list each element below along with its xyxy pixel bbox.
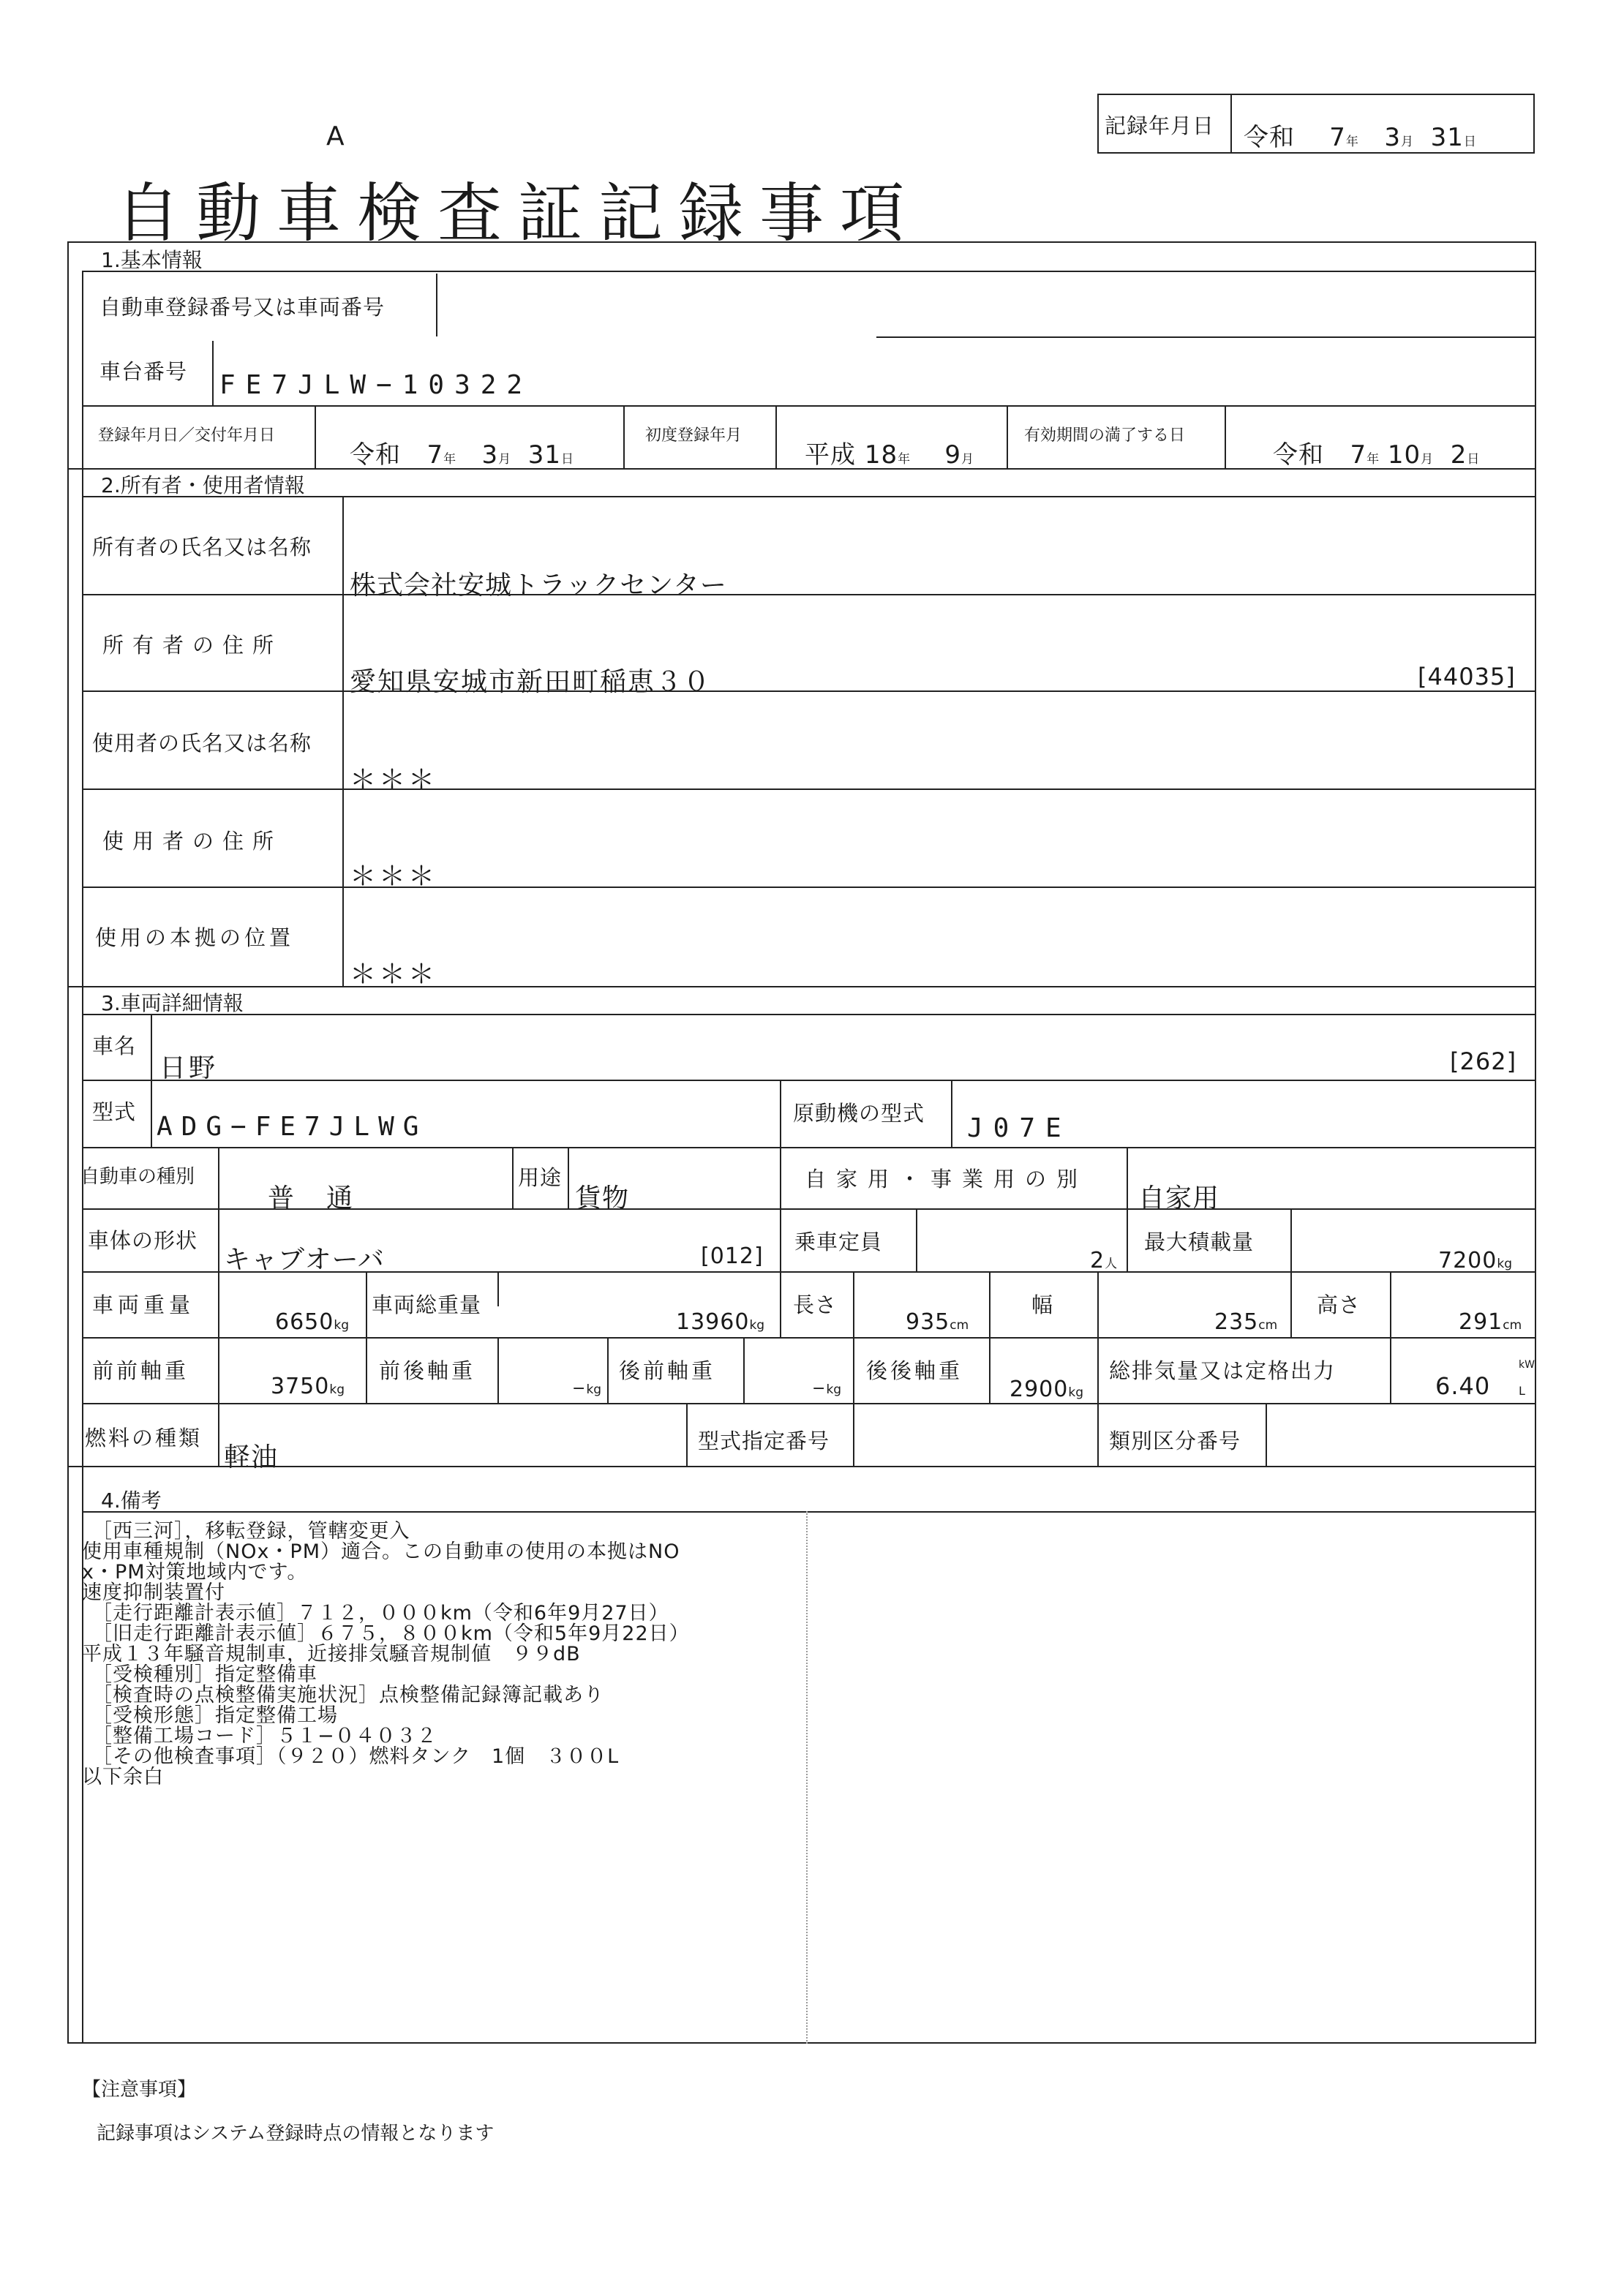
rr-axle-value: 2900kg bbox=[1010, 1377, 1083, 1402]
engine-value: J07E bbox=[967, 1113, 1072, 1143]
car-name-code: [262] bbox=[1450, 1047, 1517, 1075]
width-label: 幅 bbox=[1031, 1292, 1054, 1317]
engine-label: 原動機の型式 bbox=[793, 1101, 925, 1126]
first-reg-date: 平成 18年 9月 bbox=[805, 440, 974, 470]
car-name: 日野 bbox=[159, 1053, 219, 1083]
notes-heading: 【注意事項】 bbox=[82, 2079, 197, 2101]
model-label: 型式 bbox=[92, 1099, 137, 1124]
private-label: 自家用・事業用の別 bbox=[805, 1167, 1089, 1192]
remarks-line: 平成１３年騒音規制車，近接排気騒音規制値 ９９dB bbox=[82, 1643, 581, 1665]
remarks-line: ［整備工場コード］５１−０４０３２ bbox=[92, 1725, 437, 1747]
reg-date-label: 登録年月日／交付年月日 bbox=[98, 426, 276, 445]
displacement-value: 6.40 bbox=[1435, 1372, 1491, 1400]
user-name: ＊＊＊ bbox=[350, 765, 438, 795]
owner-addr: 愛知県安城市新田町稲恵３０ bbox=[350, 667, 712, 697]
body-value: キャブオーバ bbox=[224, 1245, 385, 1275]
ff-axle-label: 前前軸重 bbox=[92, 1358, 189, 1383]
owner-addr-code: [44035] bbox=[1418, 663, 1516, 690]
remarks-line: ［走行距離計表示値］７１２，０００km（令和6年9月27日） bbox=[92, 1602, 669, 1625]
remarks-list bbox=[82, 1521, 690, 1788]
owner-name-label: 所有者の氏名又は名称 bbox=[92, 535, 312, 560]
car-name-label: 車名 bbox=[92, 1034, 137, 1058]
body-code: [012] bbox=[701, 1243, 764, 1269]
length-value: 935cm bbox=[906, 1309, 969, 1335]
owner-addr-label: 所有者の住所 bbox=[102, 633, 283, 658]
section2-heading: 2.所有者・使用者情報 bbox=[101, 473, 305, 497]
remarks-line: ［その他検査事項］（９２０）燃料タンク 1個 ３００L bbox=[92, 1745, 620, 1768]
rf-axle-value: −kg bbox=[812, 1380, 842, 1398]
base-label: 使用の本拠の位置 bbox=[95, 925, 295, 950]
reg-no-label: 自動車登録番号又は車両番号 bbox=[99, 295, 386, 320]
private-value: 自家用 bbox=[1138, 1183, 1220, 1213]
record-date: 令和 7年 3月 31日 bbox=[1244, 123, 1476, 152]
remarks-line: x・PM対策地域内です。 bbox=[82, 1561, 308, 1584]
designation-label: 型式指定番号 bbox=[698, 1429, 830, 1453]
remarks-line: ［検査時の点検整備実施状況］点検整備記録簿記載あり bbox=[92, 1684, 604, 1706]
remarks-line: ［西三河］，移転登録，管轄変更入 bbox=[92, 1520, 410, 1543]
fr-axle-value: −kg bbox=[572, 1380, 602, 1398]
height-value: 291cm bbox=[1459, 1309, 1522, 1335]
gross-value: 13960kg bbox=[676, 1309, 765, 1335]
ff-axle-value: 3750kg bbox=[271, 1374, 345, 1399]
model-value: ADG−FE7JLWG bbox=[157, 1112, 428, 1142]
remarks-line: 速度抑制装置付 bbox=[82, 1581, 225, 1604]
section3-heading: 3.車両詳細情報 bbox=[101, 991, 244, 1015]
remarks-line: ［旧走行距離計表示値］６７５，８００km（令和5年9月22日） bbox=[92, 1622, 690, 1645]
remarks-line: ［受検形態］指定整備工場 bbox=[92, 1704, 338, 1727]
notes-text: 記録事項はシステム登録時点の情報となります bbox=[97, 2123, 495, 2145]
page-title: 自動車検査証記録事項 bbox=[116, 176, 921, 251]
rr-axle-label: 後後軸重 bbox=[866, 1358, 963, 1383]
section4-heading: 4.備考 bbox=[101, 1488, 162, 1513]
type-label: 自動車の種別 bbox=[80, 1166, 195, 1188]
owner-name: 株式会社安城トラックセンター bbox=[350, 571, 727, 601]
chassis-value: FE7JLW−10322 bbox=[219, 370, 533, 400]
page-mark: A bbox=[326, 121, 345, 151]
record-date-label: 記録年月日 bbox=[1105, 113, 1215, 138]
user-addr-label: 使用者の住所 bbox=[102, 829, 283, 854]
fuel-value: 軽油 bbox=[224, 1442, 279, 1472]
width-value: 235cm bbox=[1214, 1309, 1278, 1335]
fr-axle-label: 前後軸重 bbox=[379, 1358, 476, 1383]
expiry-label: 有効期間の満了する日 bbox=[1024, 426, 1186, 445]
displacement-unit-kw: kW bbox=[1519, 1359, 1535, 1371]
remarks-line: 使用車種規制（NOx・PM）適合。この自動車の使用の本拠はNO bbox=[82, 1540, 680, 1563]
weight-value: 6650kg bbox=[275, 1309, 349, 1335]
length-label: 長さ bbox=[793, 1292, 838, 1317]
reg-date: 令和 7年 3月 31日 bbox=[350, 440, 574, 470]
max-load-value: 7200kg bbox=[1438, 1248, 1512, 1273]
type-value: 普 通 bbox=[268, 1183, 356, 1213]
use-label: 用途 bbox=[518, 1165, 563, 1190]
category-label: 類別区分番号 bbox=[1109, 1429, 1241, 1453]
rf-axle-label: 後前軸重 bbox=[619, 1358, 716, 1383]
fuel-label: 燃料の種類 bbox=[85, 1426, 203, 1450]
chassis-label: 車台番号 bbox=[99, 359, 188, 384]
section1-heading: 1.基本情報 bbox=[101, 248, 203, 272]
first-reg-label: 初度登録年月 bbox=[645, 426, 743, 445]
displacement-label: 総排気量又は定格出力 bbox=[1109, 1358, 1337, 1383]
base-value: ＊＊＊ bbox=[350, 960, 438, 990]
displacement-unit-l: L bbox=[1519, 1384, 1525, 1398]
user-addr: ＊＊＊ bbox=[350, 862, 438, 892]
max-load-label: 最大積載量 bbox=[1144, 1230, 1255, 1254]
height-label: 高さ bbox=[1317, 1292, 1361, 1317]
capacity-label: 乗車定員 bbox=[794, 1230, 883, 1254]
expiry-date: 令和 7年 10月 2日 bbox=[1273, 440, 1480, 470]
use-value: 貨物 bbox=[575, 1183, 630, 1213]
capacity-value: 2人 bbox=[1090, 1248, 1118, 1273]
remarks-line: ［受検種別］指定整備車 bbox=[92, 1663, 317, 1686]
remarks-line: 以下余白 bbox=[82, 1766, 164, 1788]
weight-label: 車両重量 bbox=[92, 1292, 195, 1317]
user-name-label: 使用者の氏名又は名称 bbox=[92, 731, 312, 756]
body-label: 車体の形状 bbox=[88, 1228, 198, 1253]
gross-label: 車両総重量 bbox=[372, 1292, 482, 1317]
